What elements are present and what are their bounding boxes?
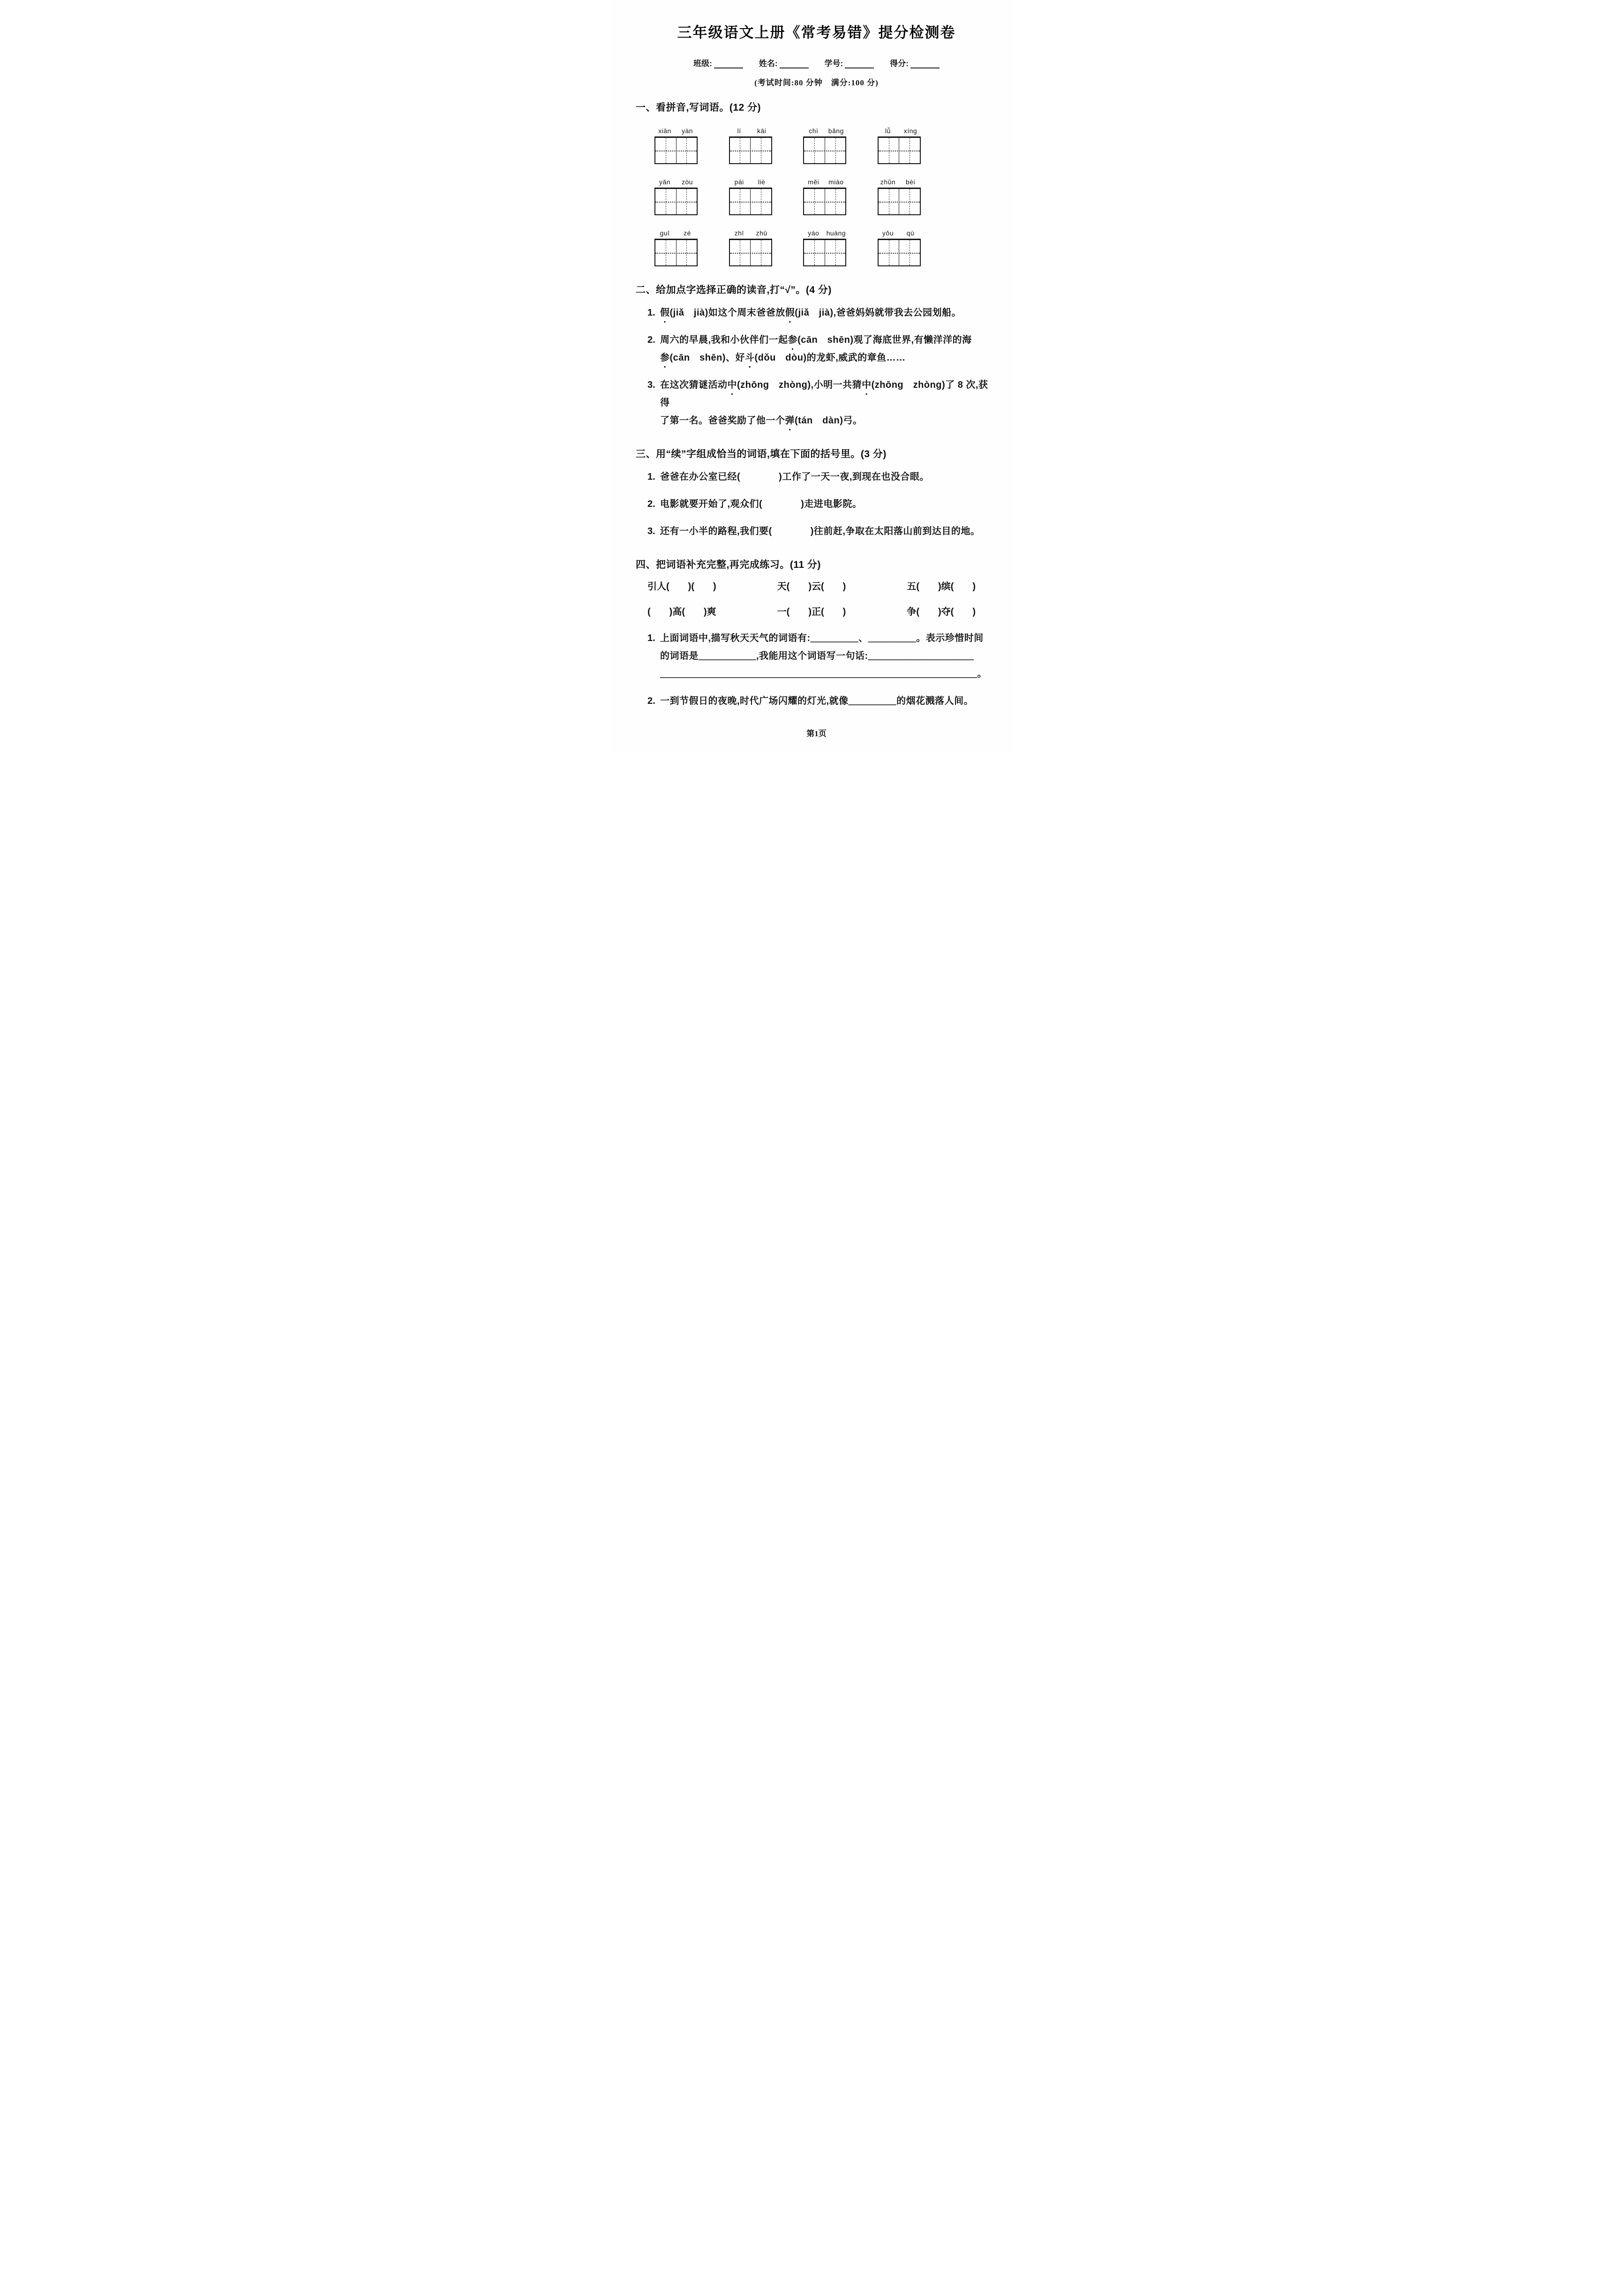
- writing-cell[interactable]: [879, 189, 899, 214]
- writing-grid[interactable]: [654, 239, 698, 266]
- word-blank-group: ( )高( )爽: [647, 607, 716, 617]
- score-field: [890, 57, 940, 68]
- writing-cell[interactable]: [730, 189, 751, 214]
- pinyin-pair: [877, 229, 922, 237]
- item-line: 还有一小半的路程,我们要( )往前赶,争取在太阳落山前到达目的地。: [660, 526, 980, 536]
- pinyin-grid-group: [877, 178, 922, 215]
- writing-cell[interactable]: [899, 189, 920, 214]
- class-blank[interactable]: [714, 58, 743, 68]
- pinyin-grid-group: [728, 127, 773, 164]
- writing-grid[interactable]: [803, 239, 846, 266]
- pinyin-grid-group: [802, 229, 847, 266]
- item-number: 1.: [647, 308, 655, 318]
- writing-grid[interactable]: [878, 136, 921, 164]
- word-completion-row: [647, 578, 976, 596]
- section1-heading: 一、看拼音,写词语。(12 分): [636, 102, 761, 113]
- item-lines: [660, 376, 997, 430]
- writing-cell[interactable]: [676, 189, 697, 214]
- student-id-field: [825, 57, 874, 68]
- item-lines: [660, 692, 997, 710]
- writing-cell[interactable]: [655, 189, 676, 214]
- item-line: 一到节假日的夜晚,时代广场闪耀的灯光,就像＿＿＿＿＿的烟花溅落人间。: [660, 696, 974, 706]
- writing-cell[interactable]: [899, 138, 920, 163]
- writing-cell[interactable]: [750, 240, 771, 265]
- section2-heading: 二、给加点字选择正确的读音,打“√”。(4 分): [636, 285, 832, 295]
- pinyin-syllable: bǎng: [828, 127, 844, 135]
- writing-cell[interactable]: [750, 138, 771, 163]
- word-blank-group: 一( )正( ): [777, 607, 846, 617]
- pinyin-pair: [802, 178, 847, 186]
- writing-cell[interactable]: [825, 138, 846, 163]
- score-label: 得分:: [890, 59, 909, 68]
- class-field: [693, 57, 743, 68]
- section4-heading: 四、把词语补充完整,再完成练习。(11 分): [636, 559, 821, 570]
- writing-cell[interactable]: [676, 240, 697, 265]
- item-line: 上面词语中,描写秋天天气的词语有:＿＿＿＿＿、＿＿＿＿＿。表示珍惜时间: [660, 633, 984, 643]
- question-item: [647, 304, 997, 322]
- writing-cell[interactable]: [879, 138, 899, 163]
- name-blank[interactable]: [780, 58, 809, 68]
- item-lines: [660, 522, 997, 540]
- pinyin-syllable: guī: [660, 229, 670, 237]
- writing-grid[interactable]: [729, 188, 772, 215]
- writing-grid[interactable]: [803, 188, 846, 215]
- pinyin-syllable: miào: [828, 178, 844, 186]
- item-line: 的词语是＿＿＿＿＿＿,我能用这个词语写一句话:＿＿＿＿＿＿＿＿＿＿＿: [660, 651, 974, 661]
- pinyin-syllable: liè: [758, 178, 766, 186]
- student-info-row: [636, 57, 997, 68]
- question-item: [647, 522, 997, 540]
- pinyin-syllable: měi: [808, 178, 820, 186]
- pinyin-pair: [802, 127, 847, 135]
- item-line: 在这次猜谜活动中(zhōng zhòng),小明一共猜中(zhōng zhòng)了 8 次,获得: [660, 380, 988, 408]
- question-item: [647, 376, 997, 430]
- item-number: 3.: [647, 526, 655, 536]
- pinyin-syllable: yàn: [681, 127, 693, 135]
- writing-cell[interactable]: [804, 240, 825, 265]
- pinyin-syllable: pái: [734, 178, 744, 186]
- pinyin-pair: [728, 127, 773, 135]
- question-item: [647, 495, 997, 513]
- writing-cell[interactable]: [825, 189, 846, 214]
- pinyin-grid-row-2: [654, 178, 922, 215]
- pinyin-syllable: zhǔn: [880, 178, 896, 186]
- pinyin-syllable: yǒu: [882, 229, 894, 237]
- word-blank-group: 五( )缤( ): [907, 581, 976, 592]
- pinyin-pair: [877, 178, 922, 186]
- item-line: 了第一名。爸爸奖励了他一个弹(tán dàn)弓。: [660, 415, 863, 426]
- pinyin-grid-group: [654, 229, 699, 266]
- student-id-blank[interactable]: [845, 58, 874, 68]
- pinyin-syllable: xiān: [658, 127, 671, 135]
- item-line: ＿＿＿＿＿＿＿＿＿＿＿＿＿＿＿＿＿＿＿＿＿＿＿＿＿＿＿＿＿＿＿＿＿。: [660, 669, 987, 679]
- pinyin-syllable: zhū: [756, 229, 767, 237]
- pinyin-pair: [654, 178, 699, 186]
- writing-grid[interactable]: [729, 239, 772, 266]
- pinyin-pair: [654, 229, 699, 237]
- pinyin-grid-group: [877, 127, 922, 164]
- pinyin-syllable: chì: [809, 127, 819, 135]
- writing-grid[interactable]: [878, 188, 921, 215]
- pinyin-syllable: kāi: [757, 127, 767, 135]
- pinyin-syllable: lǚ: [885, 127, 891, 135]
- item-lines: [660, 304, 997, 322]
- item-lines: [660, 629, 997, 683]
- item-line: 电影就要开始了,观众们( )走进电影院。: [660, 499, 862, 509]
- word-completion-row: [647, 603, 976, 621]
- item-lines: [660, 331, 997, 367]
- writing-cell[interactable]: [899, 240, 920, 265]
- pinyin-syllable: zhī: [734, 229, 744, 237]
- item-number: 2.: [647, 696, 655, 706]
- item-number: 3.: [647, 380, 655, 390]
- pinyin-syllable: huàng: [826, 229, 846, 237]
- writing-cell[interactable]: [676, 138, 697, 163]
- student-id-label: 学号:: [824, 59, 843, 68]
- pinyin-pair: [802, 229, 847, 237]
- pinyin-grid-group: [728, 229, 773, 266]
- writing-grid[interactable]: [878, 239, 921, 266]
- page-title: 三年级语文上册《常考易错》提分检测卷: [677, 24, 956, 41]
- question-item: [647, 692, 997, 710]
- item-lines: [660, 468, 997, 486]
- writing-cell[interactable]: [804, 189, 825, 214]
- writing-cell[interactable]: [804, 138, 825, 163]
- writing-grid[interactable]: [654, 188, 698, 215]
- pinyin-grid-group: [802, 127, 847, 164]
- pinyin-pair: [728, 229, 773, 237]
- writing-grid[interactable]: [654, 136, 698, 164]
- pinyin-syllable: zòu: [681, 178, 693, 186]
- writing-cell[interactable]: [750, 189, 771, 214]
- item-line: 假(jiǎ jià)如这个周末爸爸放假(jiǎ jià),爸爸妈妈就带我去公园划船。: [660, 308, 962, 318]
- writing-cell[interactable]: [730, 240, 751, 265]
- item-number: 2.: [647, 335, 655, 345]
- pinyin-syllable: lí: [737, 127, 741, 135]
- exam-page: [609, 0, 1015, 752]
- item-line: 参(cān shēn)、好斗(dǒu dòu)的龙虾,威武的章鱼……: [660, 353, 906, 363]
- item-lines: [660, 495, 997, 513]
- pinyin-grid-row-1: [654, 127, 922, 164]
- question-item: [647, 468, 997, 486]
- pinyin-syllable: yǎn: [659, 178, 671, 186]
- score-blank[interactable]: [910, 58, 940, 68]
- item-number: 1.: [647, 472, 655, 482]
- writing-cell[interactable]: [655, 240, 676, 265]
- pinyin-syllable: xíng: [903, 127, 917, 135]
- word-blank-group: 引人( )( ): [647, 581, 716, 592]
- page-number: 第1页: [806, 729, 827, 738]
- exam-meta: (考试时间:80 分钟 满分:100 分): [754, 78, 879, 87]
- writing-cell[interactable]: [730, 138, 751, 163]
- pinyin-grid-group: [802, 178, 847, 215]
- pinyin-pair: [654, 127, 699, 135]
- pinyin-grid-group: [654, 178, 699, 215]
- pinyin-syllable: zé: [684, 229, 691, 237]
- pinyin-grid-group: [728, 178, 773, 215]
- pinyin-syllable: yáo: [808, 229, 820, 237]
- pinyin-syllable: qù: [906, 229, 915, 237]
- item-line: 爸爸在办公室已经( )工作了一天一夜,到现在也没合眼。: [660, 472, 929, 482]
- name-label: 姓名:: [759, 59, 778, 68]
- item-number: 1.: [647, 633, 655, 643]
- writing-grid[interactable]: [803, 136, 846, 164]
- pinyin-grid-row-3: [654, 229, 922, 266]
- word-blank-group: 争( )夺( ): [907, 607, 976, 617]
- writing-cell[interactable]: [879, 240, 899, 265]
- question-item: [647, 331, 997, 367]
- pinyin-pair: [877, 127, 922, 135]
- writing-cell[interactable]: [655, 138, 676, 163]
- pinyin-pair: [728, 178, 773, 186]
- writing-grid[interactable]: [729, 136, 772, 164]
- class-label: 班级:: [693, 59, 712, 68]
- name-field: [759, 57, 809, 68]
- pinyin-grid-group: [654, 127, 699, 164]
- word-blank-group: 天( )云( ): [777, 581, 846, 592]
- writing-cell[interactable]: [825, 240, 846, 265]
- pinyin-syllable: bèi: [905, 178, 916, 186]
- item-line: 周六的早晨,我和小伙伴们一起参(cān shēn)观了海底世界,有懒洋洋的海: [660, 335, 972, 345]
- question-item: [647, 629, 997, 683]
- pinyin-grid-group: [877, 229, 922, 266]
- item-number: 2.: [647, 499, 655, 509]
- section3-heading: 三、用“续”字组成恰当的词语,填在下面的括号里。(3 分): [636, 449, 887, 460]
